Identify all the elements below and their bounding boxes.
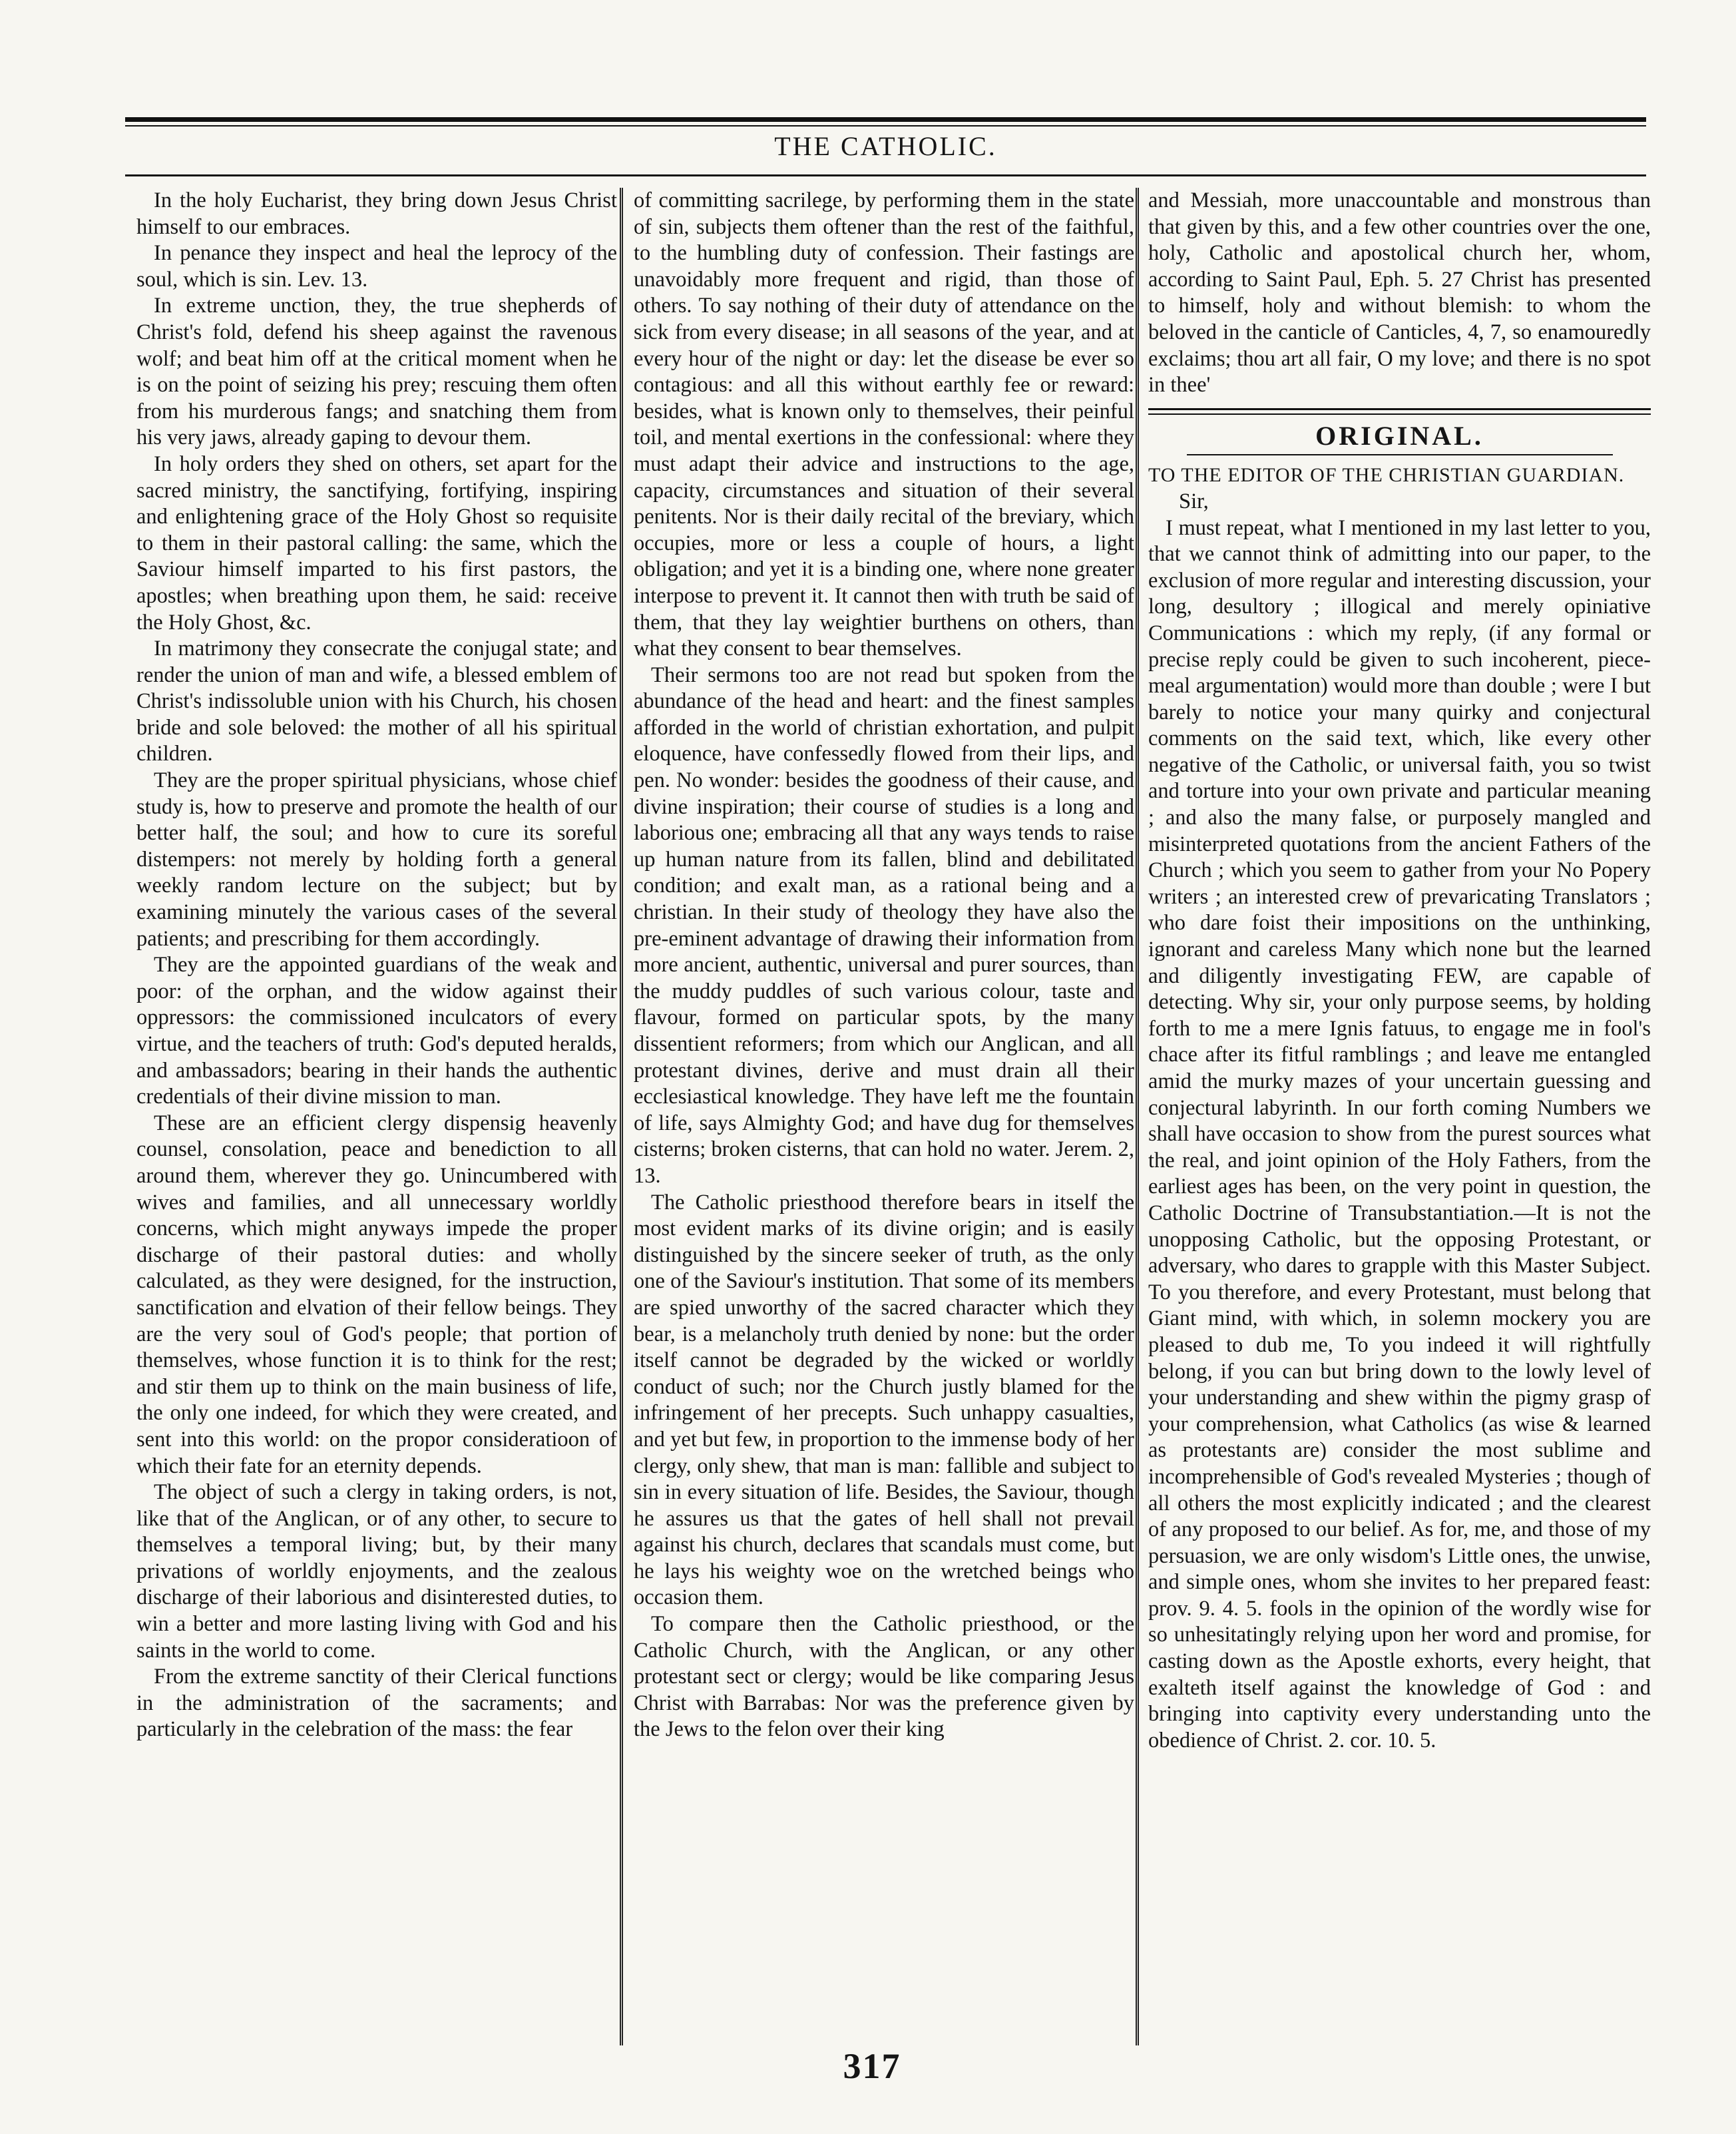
masthead-rule-thick (125, 117, 1646, 122)
column-1 (136, 188, 617, 2045)
page-number: 317 (843, 2046, 901, 2086)
paragraph: and Messiah, more unaccountable and monstrous than that given by this, and a few other countries over the one, holy, Catholic and apostolical church her, whom, according to Saint Paul, Eph. 5. 27 Christ has presented to himself, holy and without blemish: to whom the beloved in the canticle of Canticles, 4, 7, so enamouredly exclaims; thou art all fair, O my love; and there is no spot in thee' (1148, 188, 1651, 398)
paragraph: From the extreme sanctity of their Clerical functions in the administration of the sacraments; and particularly in the celebration of the mass: the fear (136, 1665, 617, 1742)
paragraph: In holy orders they shed on others, set apart for the sacred ministry, the sanctifying, fortifying, inspiring and enlightening grace of the Holy Ghost so requisite to them in their pastoral calling: the same, which the Saviour himself imparted to his first pastors, the apostles; when breathing upon them, he said: receive the Holy Ghost, &c. (136, 451, 617, 635)
paragraph: The object of such a clergy in taking orders, is not, like that of the Anglican, or of any other, to secure to themselves a temporal living; but, by their many privations of worldly enjoyments, and the zealous discharge of their laborious and disinterested duties, to win a better and more lasting living with God and his saints in the world to come. (136, 1480, 617, 1663)
paragraph: of committing sacrilege, by performing them in the state of sin, subjects them oftener than the rest of the faithful, to the humbling duty of confession. Their fastings are unavoidably more frequent and rigid, than those of others. To say nothing of their duty of attendance on the sick from every disease; in all seasons of the year, and at every hour of the night or day: let the disease be ever so contagious: and all this without earthly fee or reward: besides, what is known only to themselves, their peinful toil, and mental exertions in the confessional: where they must adapt their advice and instructions to the age, capacity, circumstances and situation of their several penitents. Nor is their daily recital of the breviary, which occupies, more or less a couple of hours, a light obligation; and yet it is a binding one, where none greater interpose to prevent it. It cannot then with truth be said of them, that they lay weightier burthens on others, than what they consent to bear themselves. (634, 188, 1134, 661)
paragraph: In matrimony they consecrate the conjugal state; and render the union of man and wife, a blessed emblem of Christ's indissoluble union with his Church, his chosen bride and sole beloved: the mother of all his spiritual children. (136, 637, 617, 766)
running-head-rule (125, 174, 1646, 176)
masthead-rule-thin (125, 125, 1646, 127)
paragraph: In the holy Eucharist, they bring down Jesus Christ himself to our embraces. (136, 188, 617, 239)
paragraph: To compare then the Catholic priesthood, or the Catholic Church, with the Anglican, or any other protestant sect or clergy; would be like comparing Jesus Christ with Barrabas: Nor was the preference given by the Jews to the felon over their king (634, 1612, 1134, 1742)
paragraph: They are the appointed guardians of the weak and poor: of the orphan, and the widow against their oppressors: the commissioned inculcators of every virtue, and the teachers of truth: God's deputed heralds, and ambassadors; bearing in their hands the authentic credentials of their divine mission to man. (136, 953, 617, 1109)
column-3 (1148, 188, 1651, 2045)
section-heading-rule (1187, 454, 1613, 455)
column-2 (634, 188, 1134, 2045)
paragraph: In penance they inspect and heal the leprocy of the soul, which is sin. Lev. 13. (136, 241, 617, 292)
section-heading: ORIGINAL. (1315, 420, 1484, 451)
column-divider (1136, 188, 1139, 2045)
letter-body: I must repeat, what I mentioned in my last letter to you, that we cannot think of admitting into our paper, to the exclusion of more regular and interesting discussion, your long, desultory ; illogical and merely opiniative Communications : which my reply, (if any formal or precise reply could be given to such incoherent, piece-meal argumentation) would more than double ; were I but barely to notice your many quirky and conjectural comments on the said text, which, like every other negative of the Catholic, or universal faith, you so twist and torture into your own private and particular meaning ; and also the many false, or purposely mangled and misinterpreted quotations from the ancient Fathers of the Church ; which you seem to gather from your No Popery writers ; an interested crew of prevaricating Translators ; who dare foist their impositions on the unthinking, ignorant and careless Many which none but the learned and diligently investigating FEW, are capable of detecting. Why sir, your only purpose seems, by holding forth to me a mere Ignis fatuus, to engage me in fool's chace after its fitful ramblings ; and leave me entangled amid the murky mazes of your uncertain guessing and conjectural labyrinth. In our forth coming Numbers we shall have occasion to show from the purest sources what the real, and joint opinion of the Holy Fathers, from the earliest ages has been, on the very point in question, the Catholic Doctrine of Transubstantiation.—It is not the unopposing Catholic, but the opposing Protestant, or adversary, who dares to grapple with this Master Subject. To you therefore, and every Protestant, must belong that Giant mind, with which, in solemn mockery you are pleased to dub me, To you indeed it will rightfully belong, if you can but bring down to the lowly level of your understanding and shew within the pigmy grasp of your comprehension, what Catholics (as wise & learned as protestants are) consider the most sublime and incomprehensible of God's revealed Mysteries ; though of all others the most explicitly indicated ; and the clearest of any proposed to our belief. As for, me, and those of my persuasion, we are only wisdom's Little ones, the unwise, and simple ones, whom she invites to her prepared feast: prov. 9. 4. 5. fools in the opinion of the wordly wise for so unhesitatingly relying upon her word and promise, for casting down as the Apostle exhorts, every height, that exalteth itself against the knowledge of God : and bringing into captivity every understanding unto the obedience of Christ. 2. cor. 10. 5. (1148, 515, 1651, 1752)
paragraph: In extreme unction, they, the true shepherds of Christ's fold, defend his sheep against the ravenous wolf; and beat him off at the critical moment when he is on the point of seizing his prey; rescuing them often from his murderous fangs; and snatching them from his very jaws, already gaping to devour them. (136, 294, 617, 450)
letter-address: TO THE EDITOR OF THE CHRISTIAN GUARDIAN. (1148, 464, 1625, 487)
paragraph: They are the proper spiritual physicians, whose chief study is, how to preserve and promote the health of our better half, the soul; and how to cure its soreful distempers: not merely by holding forth a general weekly random lecture on the subject; but by examining minutely the various cases of the several patients; and prescribing for them accordingly. (136, 768, 617, 951)
paragraph: Their sermons too are not read but spoken from the abundance of the head and heart: and the finest samples afforded in the world of christian exhortation, and pulpit eloquence, have confessedly flowed from their lips, and pen. No wonder: besides the goodness of their cause, and divine inspiration; their course of studies is a long and laborious one; embracing all that any ways tends to raise up human nature from its fallen, blind and debilitated condition; and exalt man, as a rational being and a christian. In their study of theology they have also the pre-eminent advantage of drawing their information from more ancient, authentic, universal and purer sources, than the muddy puddles of such various colour, taste and flavour, formed on particular spots, by the many dissentient reformers; from which our Anglican, and all protestant divines, derive and must drain all their ecclesiastical knowledge. They have left me the fountain of life, says Almighty God; and have dug for themselves cisterns; broken cisterns, that can hold no water. Jerem. 2, 13. (634, 663, 1134, 1188)
letter-salutation: Sir, (1179, 489, 1209, 513)
paragraph: The Catholic priesthood therefore bears in itself the most evident marks of its divine origin; and is easily distinguished by the sincere seeker of truth, as the only one of the Saviour's institution. That some of its members are spied unworthy of the sacred character which they bear, is a melancholy truth denied by none: but the order itself cannot be degraded by the wicked or worldly conduct of such; nor the Church justly blamed for the infringement of her precepts. Such unhappy casualties, and yet but few, in proportion to the immense body of her clergy, only shew, that man is man: fallible and subject to sin in every situation of life. Besides, the Saviour, though he assures us that the gates of hell shall not prevail against his church, declares that scandals must come, but he lays his weighty woe on the wretched beings who occasion them. (634, 1190, 1134, 1610)
section-rule (1148, 408, 1651, 415)
column-divider (620, 188, 623, 2045)
running-head: THE CATHOLIC. (774, 131, 997, 161)
paragraph: These are an efficient clergy dispensig heavenly counsel, consolation, peace and benediction to all around them, wherever they go. Unincumbered with wives and families, and all unnecessary worldly concerns, which might anyways impede the proper discharge of their pastoral duties: and wholly calculated, as they were designed, for the instruction, sanctification and elvation of their fellow beings. They are the very soul of God's people; that portion of themselves, whose function it is to think for the rest; and stir them up to think on the main business of life, the only one indeed, for which they were created, and sent into this world: on the propor consideratioon of which their fate for an eternity depends. (136, 1111, 617, 1478)
